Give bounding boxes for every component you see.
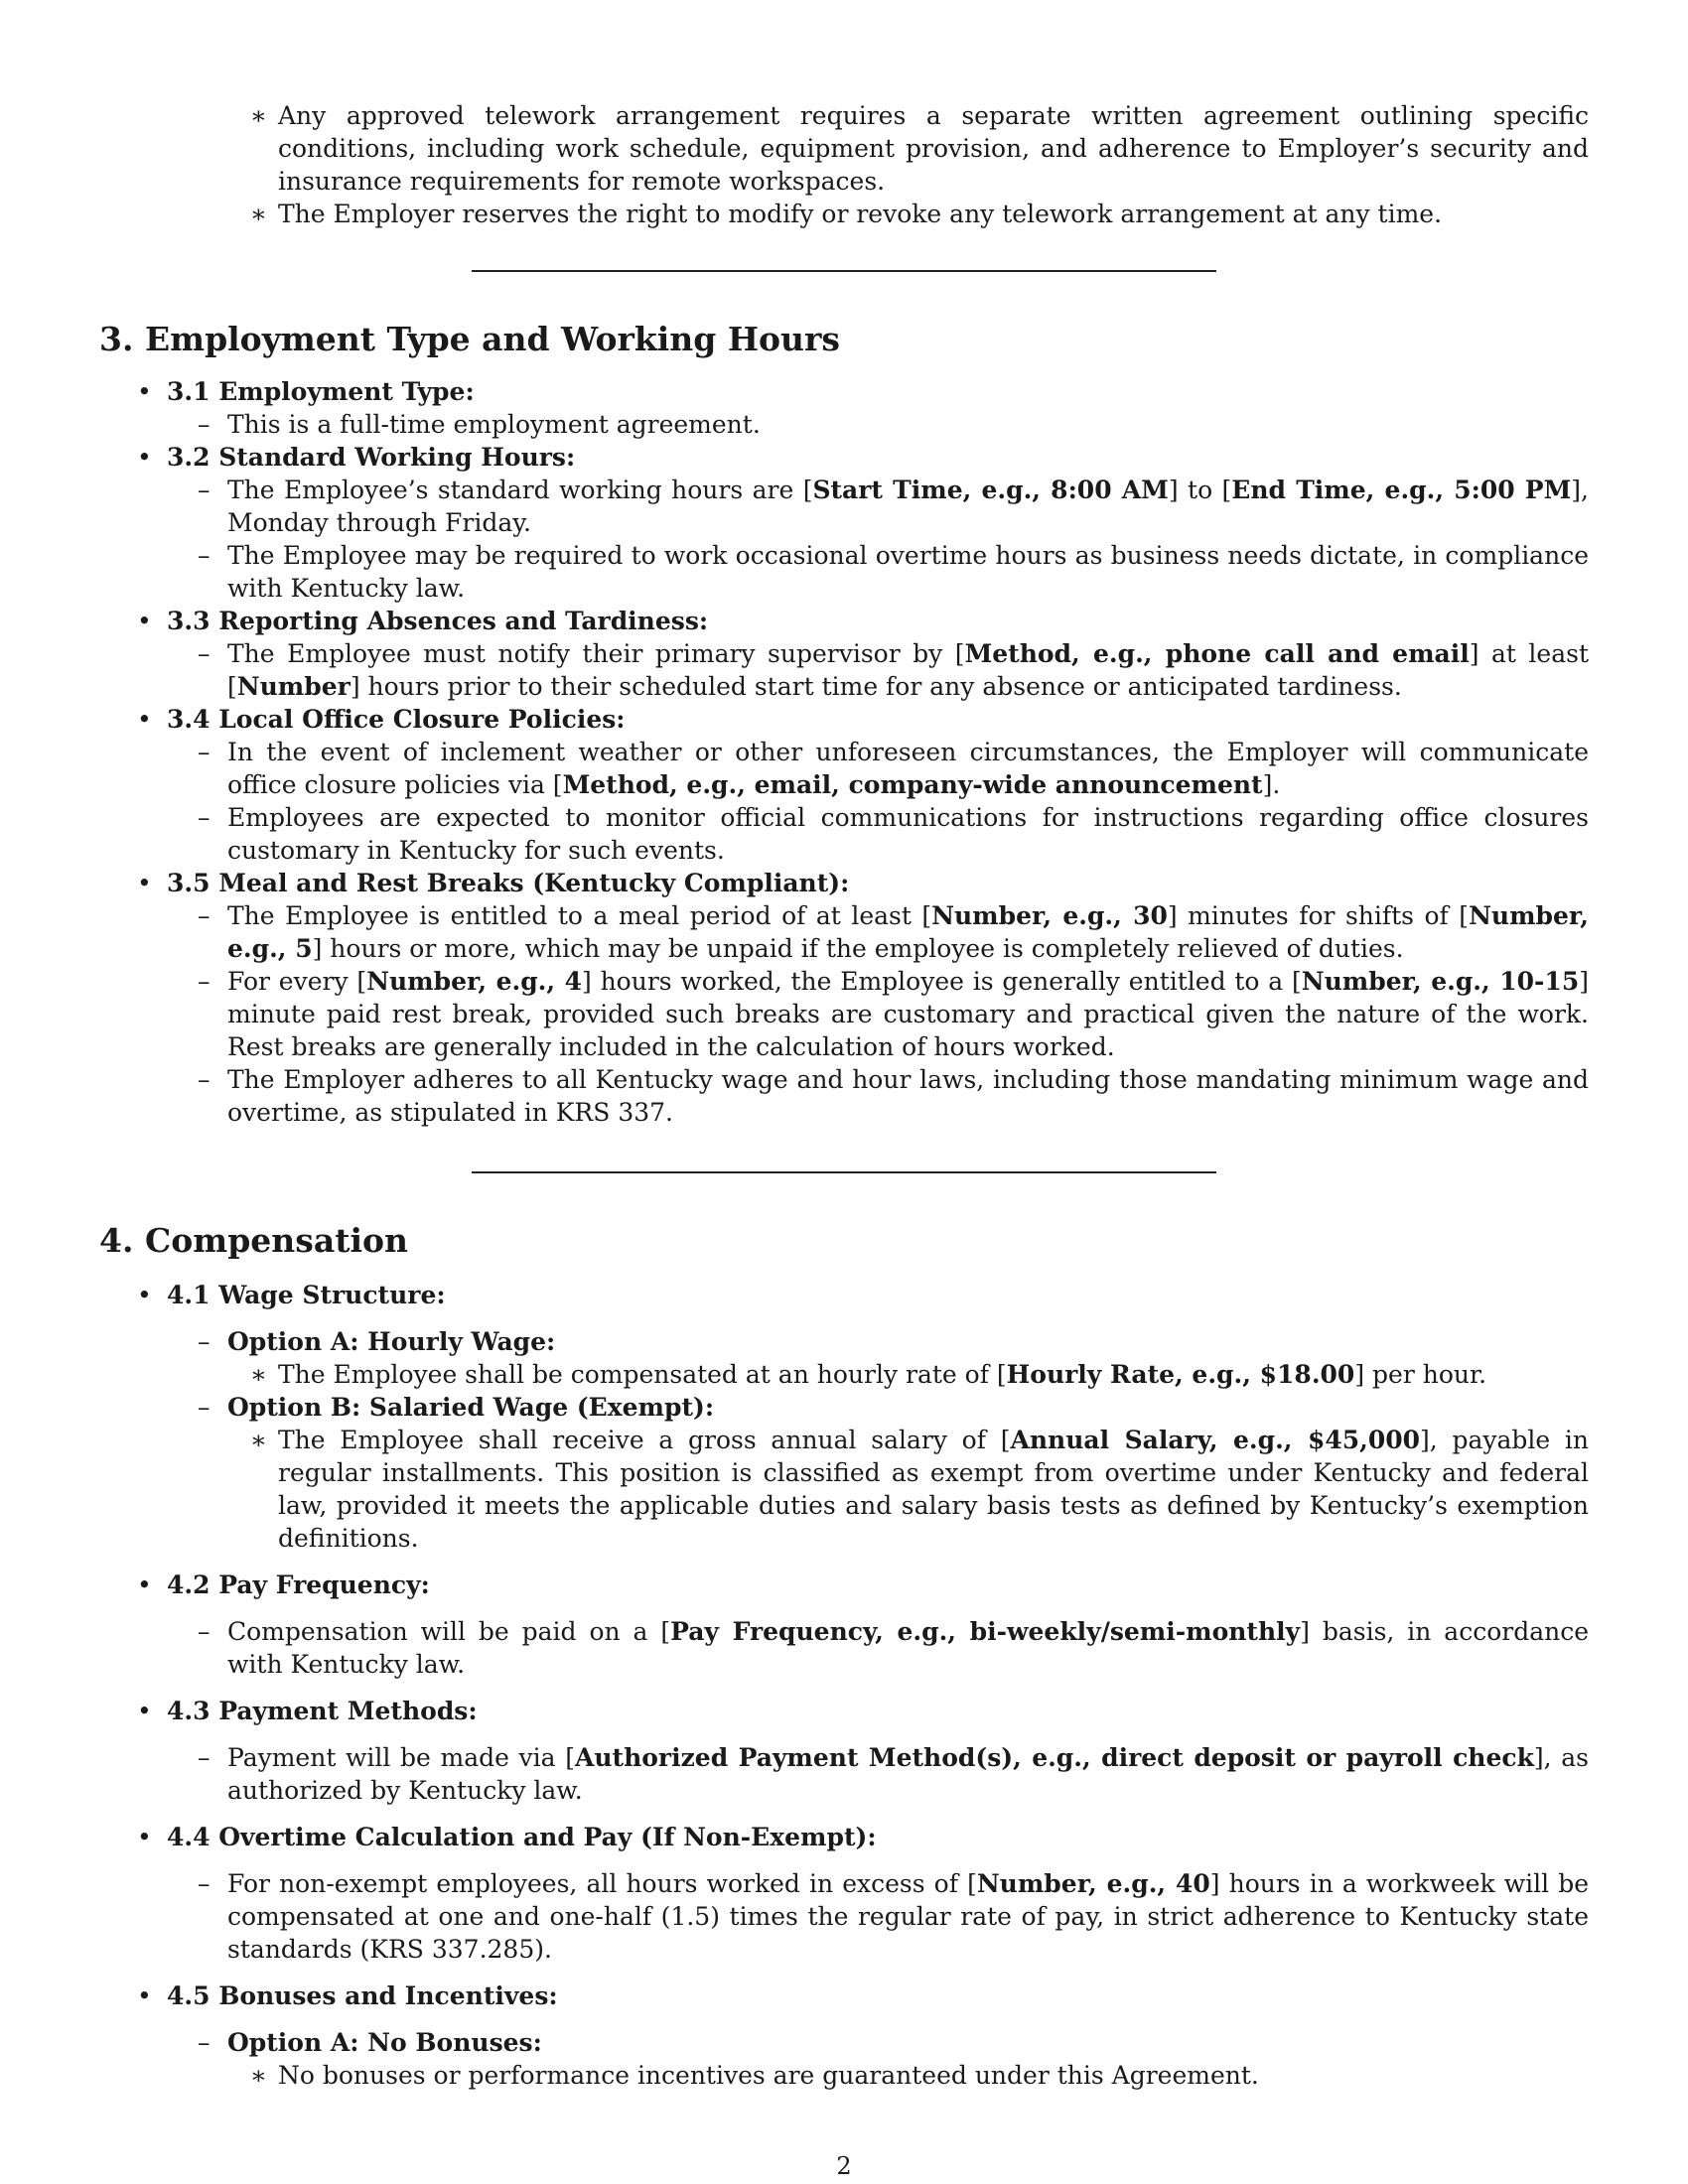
placeholder-field: Hourly Rate, e.g., $18.00 [1006,1360,1355,1389]
bullet-marker: • [137,1697,152,1725]
placeholder-field: Number [236,672,351,701]
star-marker: ∗ [250,2061,267,2090]
section-number: 3. [99,320,134,358]
item-text: This is a full-time employment agreement. [227,410,761,439]
list-item [0,965,1688,1063]
item-text: For non-exempt employees, all hours worked in excess of [ [227,1869,977,1898]
item-text: Compensation will be paid on a [ [227,1617,671,1646]
list-item [0,1358,1688,1391]
item-text: ] hours prior to their scheduled start time for any absence or anticipated tardiness. [350,672,1402,701]
bullet-marker: • [137,1981,152,2010]
item-text: ] to [ [1168,476,1232,504]
dash-marker: – [198,639,211,668]
dash-marker: – [198,967,211,996]
subsection-4-2 [0,1569,1688,1601]
dash-marker: – [198,2028,211,2057]
placeholder-field: Annual Salary, e.g., $45,000 [1010,1426,1421,1454]
dash-marker: – [198,1869,211,1898]
list-item [0,801,1688,867]
option-label: Option A: Hourly Wage: [227,1327,556,1356]
item-text: ], payable in regular installments. This position is classified as exempt from overtime under Kentucky and federal law, provided it meets the applicable duties and salary basis tests as defined by Kentucky’s exemption definitions. [278,1426,1590,1553]
placeholder-field: Pay Frequency, e.g., bi-weekly/semi-monthly [670,1617,1301,1646]
list-item [0,2059,1688,2092]
section-3-body [0,375,1688,1129]
item-text: Employees are expected to monitor official communications for instructions regarding office closures customary in Kentucky for such events. [227,803,1589,865]
section-4-body [0,1279,1688,2092]
bullet-marker: • [137,705,152,734]
dash-marker: – [198,1393,211,1422]
item-text: The Employee may be required to work occasional overtime hours as business needs dictate, in compliance with Kentucky law. [227,541,1589,603]
item-text: In the event of inclement weather or other unforeseen circumstances, the Employer will communicate office closure policies via [ [227,738,1589,799]
bullet-marker: • [137,443,152,472]
section-4 [99,1221,1589,1261]
star-marker: ∗ [250,101,267,130]
placeholder-field: Number, e.g., 4 [366,967,583,996]
subsection-label: 3.4 Local Office Closure Policies: [167,705,626,734]
section-divider [0,270,1688,272]
item-text: ] hours in a workweek will be compensated at one and one-half (1.5) times the regular rate of pay, in strict adherence to Kentucky state standards (KRS 337.285). [227,1869,1589,1964]
dash-marker: – [198,1617,211,1646]
list-item [0,736,1688,801]
list-item [0,408,1688,441]
star-marker: ∗ [250,200,267,228]
subsection-4-3 [0,1695,1688,1727]
list-item [0,99,1688,198]
dash-marker: – [198,1065,211,1094]
subsection-4-4 [0,1821,1688,1853]
placeholder-field: End Time, e.g., 5:00 PM [1231,476,1572,504]
item-text: ]. [1262,770,1281,799]
placeholder-field: Authorized Payment Method(s), e.g., direct deposit or payroll check [574,1743,1534,1772]
item-text: The Employee is entitled to a meal period of at least [ [227,901,932,930]
subsection-label: 3.5 Meal and Rest Breaks (Kentucky Compliant): [167,869,850,897]
dash-marker: – [198,1327,211,1356]
subsection-3-4 [0,703,1688,736]
bullet-marker: • [137,1281,152,1309]
bullet-marker: • [137,607,152,635]
subsection-3-1 [0,375,1688,408]
subsection-label: 4.2 Pay Frequency: [167,1570,430,1599]
list-item [0,1063,1688,1129]
section-heading [99,320,1589,359]
divider-line [472,270,1216,272]
telework-item-2: The Employer reserves the right to modify or revoke any telework arrangement at any time. [278,200,1443,228]
option-heading [0,1391,1688,1424]
subsection-label: 3.3 Reporting Absences and Tardiness: [167,607,709,635]
telework-item-1: Any approved telework arrangement requires a separate written agreement outlining specific conditions, including work schedule, equipment provision, and adherence to Employer’s security and insurance requirements for remote workspaces. [278,101,1589,196]
item-text: Payment will be made via [ [227,1743,575,1772]
list-item [0,1867,1688,1966]
placeholder-field: Number, e.g., 40 [976,1869,1210,1898]
item-text: No bonuses or performance incentives are guaranteed under this Agreement. [278,2061,1259,2090]
list-item [0,637,1688,703]
dash-marker: – [198,476,211,504]
list-item [0,198,1688,230]
bullet-marker: • [137,1823,152,1851]
item-text: ] hours or more, which may be unpaid if the employee is completely relieved of duties. [312,934,1404,963]
item-text: ] at least [ [227,639,1590,701]
section-title: Employment Type and Working Hours [145,320,840,358]
option-heading [0,2026,1688,2059]
placeholder-field: Number, e.g., 10-15 [1301,967,1580,996]
dash-marker: – [198,901,211,930]
subsection-4-5 [0,1979,1688,2012]
subsection-4-1 [0,1279,1688,1311]
bullet-marker: • [137,1570,152,1599]
section-3 [99,320,1589,359]
item-text: ] per hour. [1354,1360,1487,1389]
placeholder-field: Start Time, e.g., 8:00 AM [812,476,1169,504]
subsection-label: 3.2 Standard Working Hours: [167,443,576,472]
item-text: The Employee must notify their primary supervisor by [ [227,639,965,668]
star-marker: ∗ [250,1360,267,1389]
subsection-3-2 [0,441,1688,474]
item-text: The Employee shall be compensated at an hourly rate of [ [278,1360,1007,1389]
list-item [0,1741,1688,1807]
subsection-label: 4.3 Payment Methods: [167,1697,478,1725]
placeholder-field: Number, e.g., 5 [227,901,1589,963]
dash-marker: – [198,410,211,439]
star-marker: ∗ [250,1426,267,1454]
list-item [0,1615,1688,1681]
list-item [0,1424,1688,1555]
option-label: Option A: No Bonuses: [227,2028,542,2057]
section-heading [99,1221,1589,1261]
list-item [0,539,1688,605]
dash-marker: – [198,803,211,832]
item-text: The Employee’s standard working hours are [ [227,476,813,504]
item-text: ], Monday through Friday. [227,476,1589,537]
item-text: ] minutes for shifts of [ [1167,901,1470,930]
item-text: ] minute paid rest break, provided such breaks are customary and practical given the nature of the work. Rest breaks are generally included in the calculation of hours worked. [227,967,1589,1061]
list-item [0,474,1688,539]
option-label: Option B: Salaried Wage (Exempt): [227,1393,715,1422]
subsection-label: 4.5 Bonuses and Incentives: [167,1981,558,2010]
dash-marker: – [198,738,211,766]
subsection-3-5 [0,867,1688,899]
telework-list [0,99,1688,230]
item-text: The Employer adheres to all Kentucky wage and hour laws, including those mandating minimum wage and overtime, as stipulated in KRS 337. [227,1065,1589,1127]
item-text: ], as authorized by Kentucky law. [227,1743,1589,1805]
item-text: ] basis, in accordance with Kentucky law. [227,1617,1590,1679]
subsection-label: 4.4 Overtime Calculation and Pay (If Non-Exempt): [167,1823,877,1851]
placeholder-field: Method, e.g., email, company-wide announcement [562,770,1263,799]
bullet-marker: • [137,869,152,897]
placeholder-field: Number, e.g., 30 [931,901,1168,930]
subsection-3-3 [0,605,1688,637]
subsection-label: 3.1 Employment Type: [167,377,475,406]
dash-marker: – [198,1743,211,1772]
item-text: For every [ [227,967,367,996]
bullet-marker: • [137,377,152,406]
option-heading [0,1325,1688,1358]
dash-marker: – [198,541,211,570]
page-number: 2 [836,2152,852,2180]
section-divider [0,1171,1688,1173]
section-number: 4. [99,1221,134,1260]
placeholder-field: Method, e.g., phone call and email [964,639,1470,668]
subsection-label: 4.1 Wage Structure: [167,1281,446,1309]
section-title: Compensation [145,1221,408,1260]
item-text: The Employee shall receive a gross annual salary of [ [278,1426,1011,1454]
item-text: ] hours worked, the Employee is generally entitled to a [ [582,967,1302,996]
list-item [0,899,1688,965]
divider-line [472,1171,1216,1173]
